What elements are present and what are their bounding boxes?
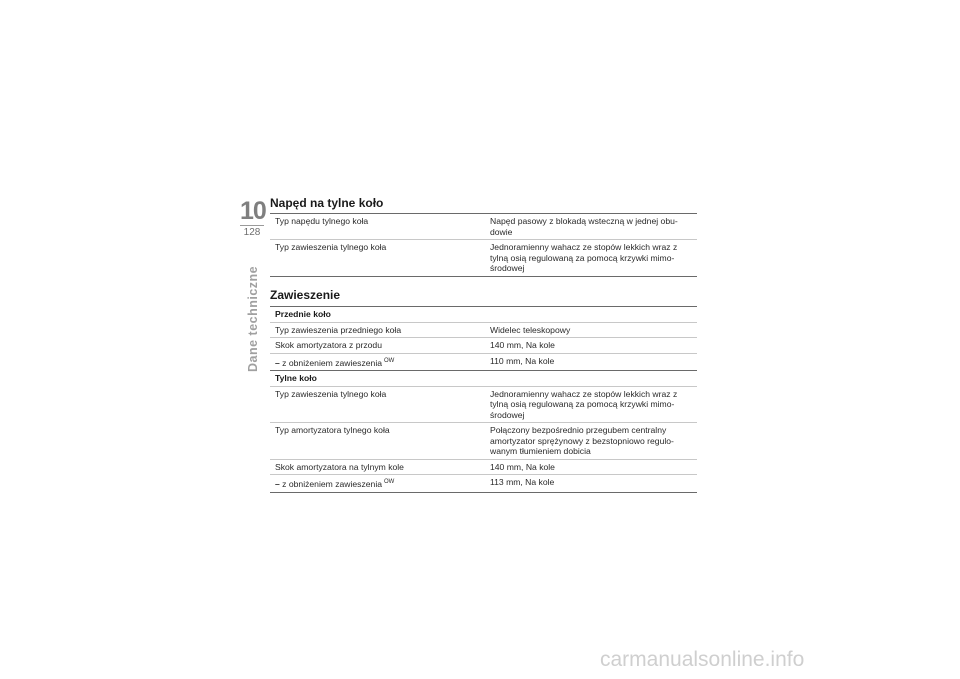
subheading-front-wheel: Przednie koło [270,307,697,323]
row-value: Widelec teleskopowy [485,322,697,338]
suspension-table [270,306,697,493]
section-title-suspension: Zawieszenie [270,288,341,302]
subheading-row [270,371,697,387]
row-label-text: z obniżeniem zawieszenia [282,357,383,368]
row-label: Typ zawieszenia tylnego koła [270,386,485,423]
chapter-side-title: Dane techniczne [246,265,260,372]
row-value: Jednoramienny wahacz ze stopów lekkich wraz z tylną osią regulowaną za pomocą krzywki mimo-środowej [485,386,697,423]
table-row [270,214,697,240]
row-value: 140 mm, Na kole [485,459,697,475]
row-label: Typ amortyzatora tylnego koła [270,423,485,460]
dash-bullet: – [275,357,280,368]
subheading-row [270,307,697,323]
table-row [270,423,697,460]
table-row [270,353,697,371]
table-row [270,338,697,354]
table-row [270,240,697,277]
section-title-rear-drive: Napęd na tylne koło [270,196,384,210]
watermark: carmanualsonline.info [600,648,805,671]
row-label: Skok amortyzatora z przodu [270,338,485,354]
table-row [270,386,697,423]
chapter-number: 10 [240,197,266,225]
rear-drive-table [270,213,697,277]
page-number: 128 [243,227,261,238]
row-label: Typ napędu tylnego koła [270,214,485,240]
chapter-divider [240,225,264,226]
subheading-rear-wheel: Tylne koło [270,371,697,387]
row-label [270,353,485,371]
table-row [270,322,697,338]
row-label: Typ zawieszenia przedniego koła [270,322,485,338]
row-label [270,475,485,493]
row-label-text: z obniżeniem zawieszenia [282,479,383,489]
option-mark: OW [384,479,395,485]
table-row [270,475,697,493]
row-label: Typ zawieszenia tylnego koła [270,240,485,277]
row-value: 110 mm, Na kole [485,353,697,371]
row-value: Jednoramienny wahacz ze stopów lekkich wraz z tylną osią regulowaną za pomocą krzywki mimo-środowej [485,240,697,277]
row-label: Skok amortyzatora na tylnym kole [270,459,485,475]
row-value: Połączony bezpośrednio przegubem centralny amortyzator sprężynowy z bezstopniowo regulo-wanym tłumieniem dobicia [485,423,697,460]
option-mark: OW [384,357,395,364]
dash-bullet: – [275,479,280,489]
table-row [270,459,697,475]
row-value: 140 mm, Na kole [485,338,697,354]
row-value: Napęd pasowy z blokadą wsteczną w jednej obu-dowie [485,214,697,240]
row-value: 113 mm, Na kole [485,475,697,493]
